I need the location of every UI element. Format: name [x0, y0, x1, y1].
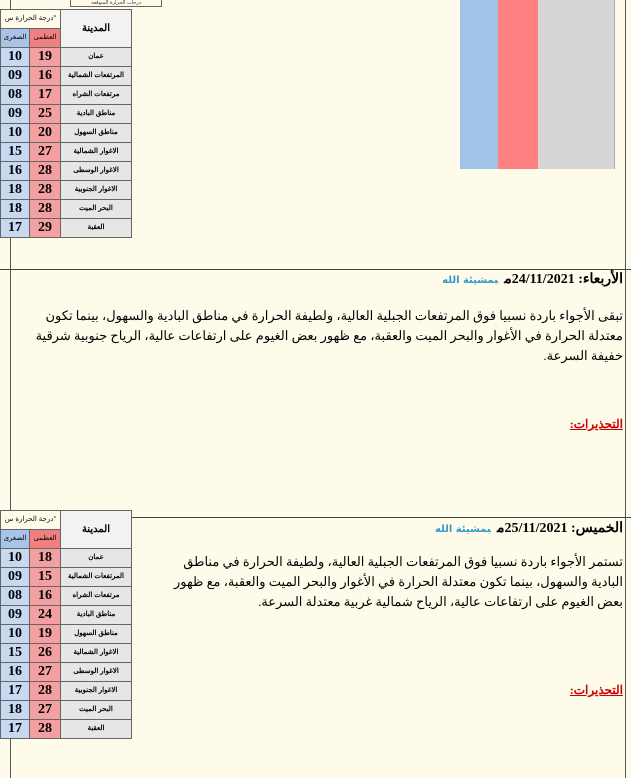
- max-value: 17: [30, 86, 61, 105]
- day1-title: [442, 271, 623, 288]
- min-header: الصغرى: [1, 29, 30, 48]
- day1-forecast-text: تبقى الأجواء باردة نسبيا فوق المرتفعات الجبلية العالية، ولطيفة الحرارة في مناطق البادية والسهول، بينما تكون معتدلة الحرارة في الأغوار والبحر الميت والعقبة، مع ظهور بعض الغيوم على ارتفاعات عالية، الرياح جنوبية شرقية خفيفة السرعة.: [35, 308, 623, 363]
- min-value: 09: [1, 606, 30, 625]
- max-value: 26: [30, 644, 61, 663]
- table-row: [1, 162, 132, 181]
- min-value: 16: [1, 162, 30, 181]
- day1-inshallah: بمشيئة الله: [442, 275, 499, 286]
- table-row: [1, 48, 132, 67]
- min-value: 17: [1, 720, 30, 739]
- max-value: 19: [30, 625, 61, 644]
- max-value: 28: [30, 181, 61, 200]
- max-value: 27: [30, 701, 61, 720]
- table-row: [1, 143, 132, 162]
- day2-warnings-label: التحذيرات:: [569, 683, 623, 697]
- min-value: 09: [1, 67, 30, 86]
- city-name: المرتفعات الشمالية: [61, 67, 132, 86]
- table-row: [1, 701, 132, 720]
- table-row: [1, 105, 132, 124]
- city-name: البحر الميت: [61, 200, 132, 219]
- max-value: 28: [30, 720, 61, 739]
- table-row: [1, 200, 132, 219]
- day2-inshallah: بمشيئة الله: [434, 524, 491, 535]
- min-temp-bar: [460, 0, 498, 169]
- min-value: 18: [1, 181, 30, 200]
- table-row: [1, 181, 132, 200]
- min-value: 16: [1, 663, 30, 682]
- day1-date: الأربعاء: 24/11/2021م: [504, 272, 623, 287]
- max-value: 29: [30, 219, 61, 238]
- min-value: 18: [1, 200, 30, 219]
- min-value: 17: [1, 682, 30, 701]
- table-row: [1, 568, 132, 587]
- min-value: 09: [1, 105, 30, 124]
- city-name: مرتفعات الشراه: [61, 86, 132, 105]
- city-name: الاغوار الوسطى: [61, 162, 132, 181]
- table-row: [1, 587, 132, 606]
- city-name: الاغوار الشمالية: [61, 143, 132, 162]
- table-row: [1, 124, 132, 143]
- city-name: مناطق البادية: [61, 105, 132, 124]
- city-name: عمان: [61, 549, 132, 568]
- city-name: مناطق البادية: [61, 606, 132, 625]
- min-value: 10: [1, 124, 30, 143]
- max-value: 24: [30, 606, 61, 625]
- table-row: [1, 644, 132, 663]
- min-value: 09: [1, 568, 30, 587]
- max-value: 28: [30, 682, 61, 701]
- max-temp-bar: [498, 0, 538, 169]
- table-row: [1, 86, 132, 105]
- city-name: مناطق السهول: [61, 124, 132, 143]
- temperature-table-2: [0, 510, 132, 739]
- max-header: العظمى: [30, 530, 61, 549]
- city-name: مناطق السهول: [61, 625, 132, 644]
- city-name: العقبة: [61, 219, 132, 238]
- city-name: العقبة: [61, 720, 132, 739]
- city-name: عمان: [61, 48, 132, 67]
- city-name: الاغوار الشمالية: [61, 644, 132, 663]
- day2-date: الخميس: 25/11/2021م: [496, 521, 623, 536]
- temperature-table-1: [0, 9, 132, 238]
- table-row: [1, 682, 132, 701]
- min-value: 15: [1, 644, 30, 663]
- max-value: 28: [30, 200, 61, 219]
- max-header: العظمى: [30, 29, 61, 48]
- right-border: [625, 0, 626, 778]
- table-row: [1, 720, 132, 739]
- min-value: 18: [1, 701, 30, 720]
- max-value: 27: [30, 143, 61, 162]
- min-value: 10: [1, 549, 30, 568]
- city-name: البحر الميت: [61, 701, 132, 720]
- table-row: [1, 663, 132, 682]
- max-value: 28: [30, 162, 61, 181]
- max-value: 19: [30, 48, 61, 67]
- temp-header: درجة الحرارة س°: [1, 10, 61, 29]
- max-value: 18: [30, 549, 61, 568]
- max-value: 25: [30, 105, 61, 124]
- table-row: [1, 219, 132, 238]
- city-name: الاغوار الوسطى: [61, 663, 132, 682]
- day2-title: [435, 520, 623, 537]
- min-value: 10: [1, 48, 30, 67]
- grey-bar: [538, 0, 615, 169]
- day1-warnings-label: التحذيرات:: [569, 417, 623, 431]
- temp-header: درجة الحرارة س°: [1, 511, 61, 530]
- max-value: 27: [30, 663, 61, 682]
- min-header: الصغرى: [1, 530, 30, 549]
- city-header: المدينة: [61, 10, 132, 48]
- min-value: 10: [1, 625, 30, 644]
- min-value: 08: [1, 86, 30, 105]
- city-name: المرتفعات الشمالية: [61, 568, 132, 587]
- max-value: 16: [30, 67, 61, 86]
- max-value: 16: [30, 587, 61, 606]
- city-name: الاغوار الجنوبية: [61, 181, 132, 200]
- min-value: 17: [1, 219, 30, 238]
- min-value: 15: [1, 143, 30, 162]
- table-row: [1, 625, 132, 644]
- city-name: مرتفعات الشراه: [61, 587, 132, 606]
- header-stub: درجات الحرارة المتوقعة: [70, 0, 162, 7]
- table-row: [1, 606, 132, 625]
- max-value: 20: [30, 124, 61, 143]
- table-row: [1, 549, 132, 568]
- city-name: الاغوار الجنوبية: [61, 682, 132, 701]
- min-value: 08: [1, 587, 30, 606]
- day2-forecast-text: تستمر الأجواء باردة نسبيا فوق المرتفعات الجبلية العالية، ولطيفة الحرارة في مناطق البادية والسهول، بينما تكون معتدلة الحرارة في الأغوار والبحر الميت والعقبة، مع ظهور بعض الغيوم على ارتفاعات عالية، الرياح شمالية غربية معتدلة السرعة.: [174, 554, 623, 609]
- section-divider-1: [0, 269, 631, 270]
- max-value: 15: [30, 568, 61, 587]
- table-row: [1, 67, 132, 86]
- city-header: المدينة: [61, 511, 132, 549]
